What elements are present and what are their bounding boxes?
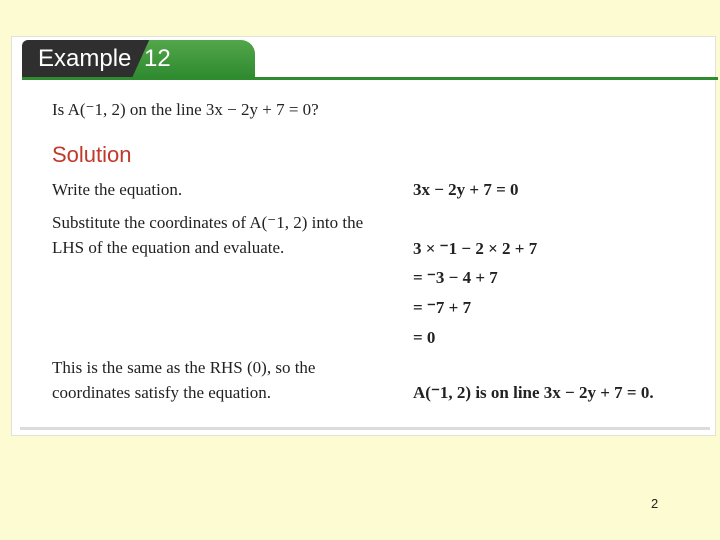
card-shadow (20, 427, 710, 430)
evaluation-line2: = ⁻3 − 4 + 7 (413, 268, 498, 287)
step-write-equation: Write the equation. (52, 180, 183, 199)
step-conclusion-line2: coordinates satisfy the equation. (52, 383, 272, 402)
example-number: 12 (144, 45, 171, 72)
evaluation-line3: = ⁻7 + 7 (413, 298, 472, 317)
solution-heading: Solution (52, 142, 132, 167)
step-substitute-line2: LHS of the equation and evaluate. (52, 238, 285, 257)
step-conclusion-line1: This is the same as the RHS (0), so the (52, 358, 316, 377)
page-number: 2 (651, 496, 659, 511)
equation: 3x − 2y + 7 = 0 (413, 180, 519, 199)
evaluation-line4: = 0 (413, 328, 436, 347)
conclusion-statement: A(⁻1, 2) is on line 3x − 2y + 7 = 0. (413, 383, 654, 402)
example-header (22, 40, 255, 78)
question-text: Is A(⁻1, 2) on the line 3x − 2y + 7 = 0? (52, 100, 319, 119)
step-substitute-line1: Substitute the coordinates of A(⁻1, 2) into the (52, 213, 364, 232)
header-rule (22, 77, 718, 80)
evaluation-line1: 3 × ⁻1 − 2 × 2 + 7 (413, 239, 538, 258)
example-label: Example (38, 45, 132, 72)
